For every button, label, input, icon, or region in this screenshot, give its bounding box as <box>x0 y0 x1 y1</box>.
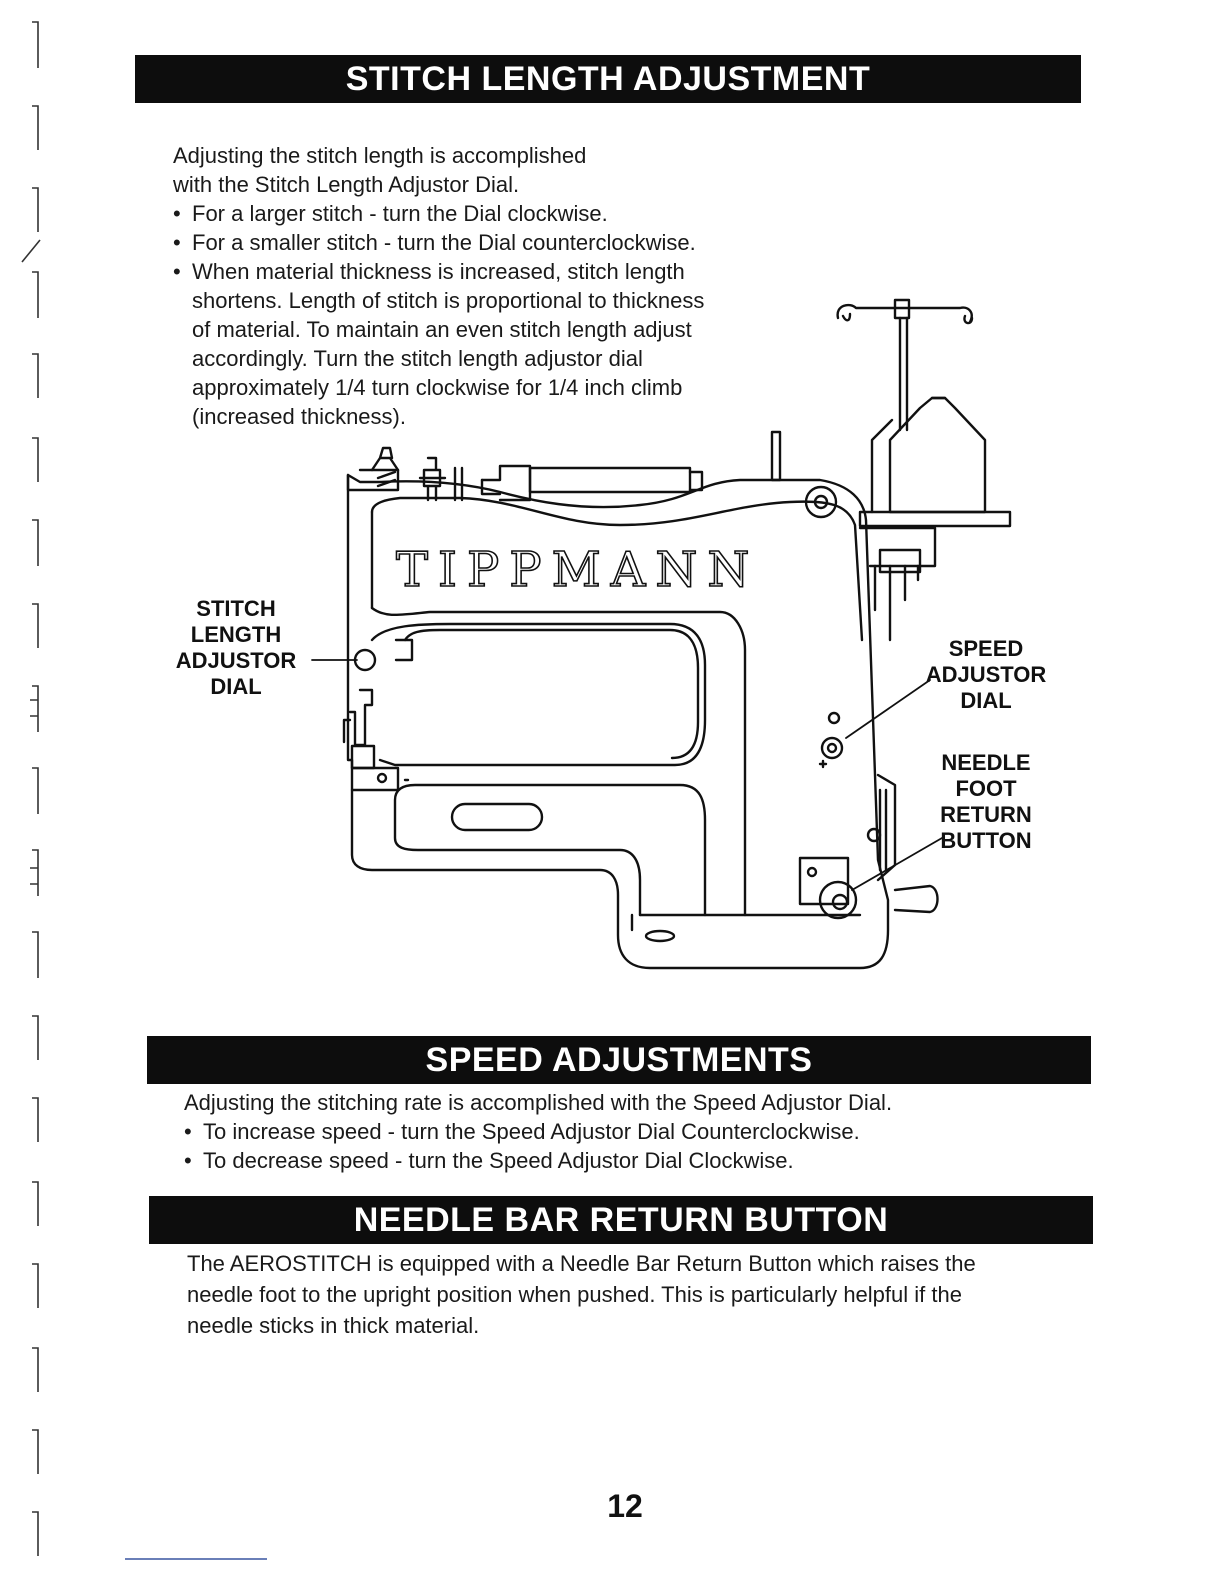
speed-bullet-list <box>184 1117 1064 1175</box>
needle-label-line-4: BUTTON <box>940 828 1032 853</box>
needle-label-line-2: FOOT <box>955 776 1017 801</box>
speed-label-line-1: SPEED <box>948 636 1024 661</box>
top-fittings <box>348 432 780 500</box>
speed-intro: Adjusting the stitching rate is accomplished with the Speed Adjustor Dial. <box>184 1090 893 1115</box>
speed-bullet-2: • To decrease speed - turn the Speed Adjustor Dial Clockwise. <box>184 1146 1064 1175</box>
speed-adjustments-title: SPEED ADJUSTMENTS <box>425 1041 813 1079</box>
footer-rule <box>125 1558 267 1560</box>
stitch-continuation-line-3: accordingly. Turn the stitch length adjustor dial <box>192 346 643 371</box>
stitch-continuation-line-2: of material. To maintain an even stitch length adjust <box>192 317 692 342</box>
stitch-length-title: STITCH LENGTH ADJUSTMENT <box>345 60 871 98</box>
stitch-length-dial <box>355 650 375 670</box>
stitch-continuation-line-1: shortens. Length of stitch is proportional to thickness <box>192 288 705 313</box>
throat-opening <box>372 624 705 765</box>
needle-label-line-3: RETURN <box>940 802 1032 827</box>
thread-stand <box>838 300 972 430</box>
needle-bar-return-text <box>187 1248 1107 1341</box>
needle-body-line-3: needle sticks in thick material. <box>187 1313 480 1338</box>
speed-bullet-1: • To increase speed - turn the Speed Adjustor Dial Counterclockwise. <box>184 1117 1064 1146</box>
needle-foot-return-button-label <box>928 750 1044 854</box>
stitch-label-line-1: STITCH <box>196 596 276 621</box>
stitch-bullet-list <box>173 199 813 286</box>
stitch-label-line-4: DIAL <box>210 674 262 699</box>
stitch-continuation-line-5: (increased thickness). <box>192 404 406 429</box>
stitch-intro-line-2: with the Stitch Length Adjustor Dial. <box>173 172 520 197</box>
needle-body-line-2: needle foot to the upright position when pushed. This is particularly helpful if the <box>187 1282 962 1307</box>
stitch-continuation-line-4: approximately 1/4 turn clockwise for 1/4 inch climb <box>192 375 683 400</box>
speed-adjustor-dial <box>820 713 842 767</box>
stitch-length-adjustor-dial-label <box>168 596 304 700</box>
tippmann-brand: TIPPMANN <box>396 542 760 598</box>
needle-foot-return-button <box>800 775 938 918</box>
thread-cone <box>860 398 1010 640</box>
needle-label-line-1: NEEDLE <box>941 750 1031 775</box>
stitch-length-banner <box>135 55 1081 103</box>
stitch-bullet-2: • For a smaller stitch - turn the Dial counterclockwise. <box>173 228 813 257</box>
needle-body-line-1: The AEROSTITCH is equipped with a Needle Bar Return Button which raises the <box>187 1251 976 1276</box>
stitch-label-line-3: ADJUSTOR <box>175 648 297 673</box>
stitch-bullet-1: • For a larger stitch - turn the Dial clockwise. <box>173 199 813 228</box>
speed-adjustments-banner <box>147 1036 1091 1084</box>
needle-bar-return-title: NEEDLE BAR RETURN BUTTON <box>353 1201 889 1239</box>
binder-edge-marks <box>0 0 60 1584</box>
stitch-label-line-2: LENGTH <box>190 622 282 647</box>
speed-adjustor-dial-label <box>918 636 1054 714</box>
needle-bar-return-banner <box>149 1196 1093 1244</box>
speed-label-line-2: ADJUSTOR <box>925 662 1047 687</box>
stitch-intro-line-1: Adjusting the stitch length is accomplished <box>173 143 587 168</box>
speed-adjustments-text <box>184 1088 1064 1175</box>
stitch-bullet-3: • When material thickness is increased, stitch length <box>173 257 813 286</box>
speed-label-line-3: DIAL <box>960 688 1012 713</box>
page-number: 12 <box>607 1488 643 1524</box>
